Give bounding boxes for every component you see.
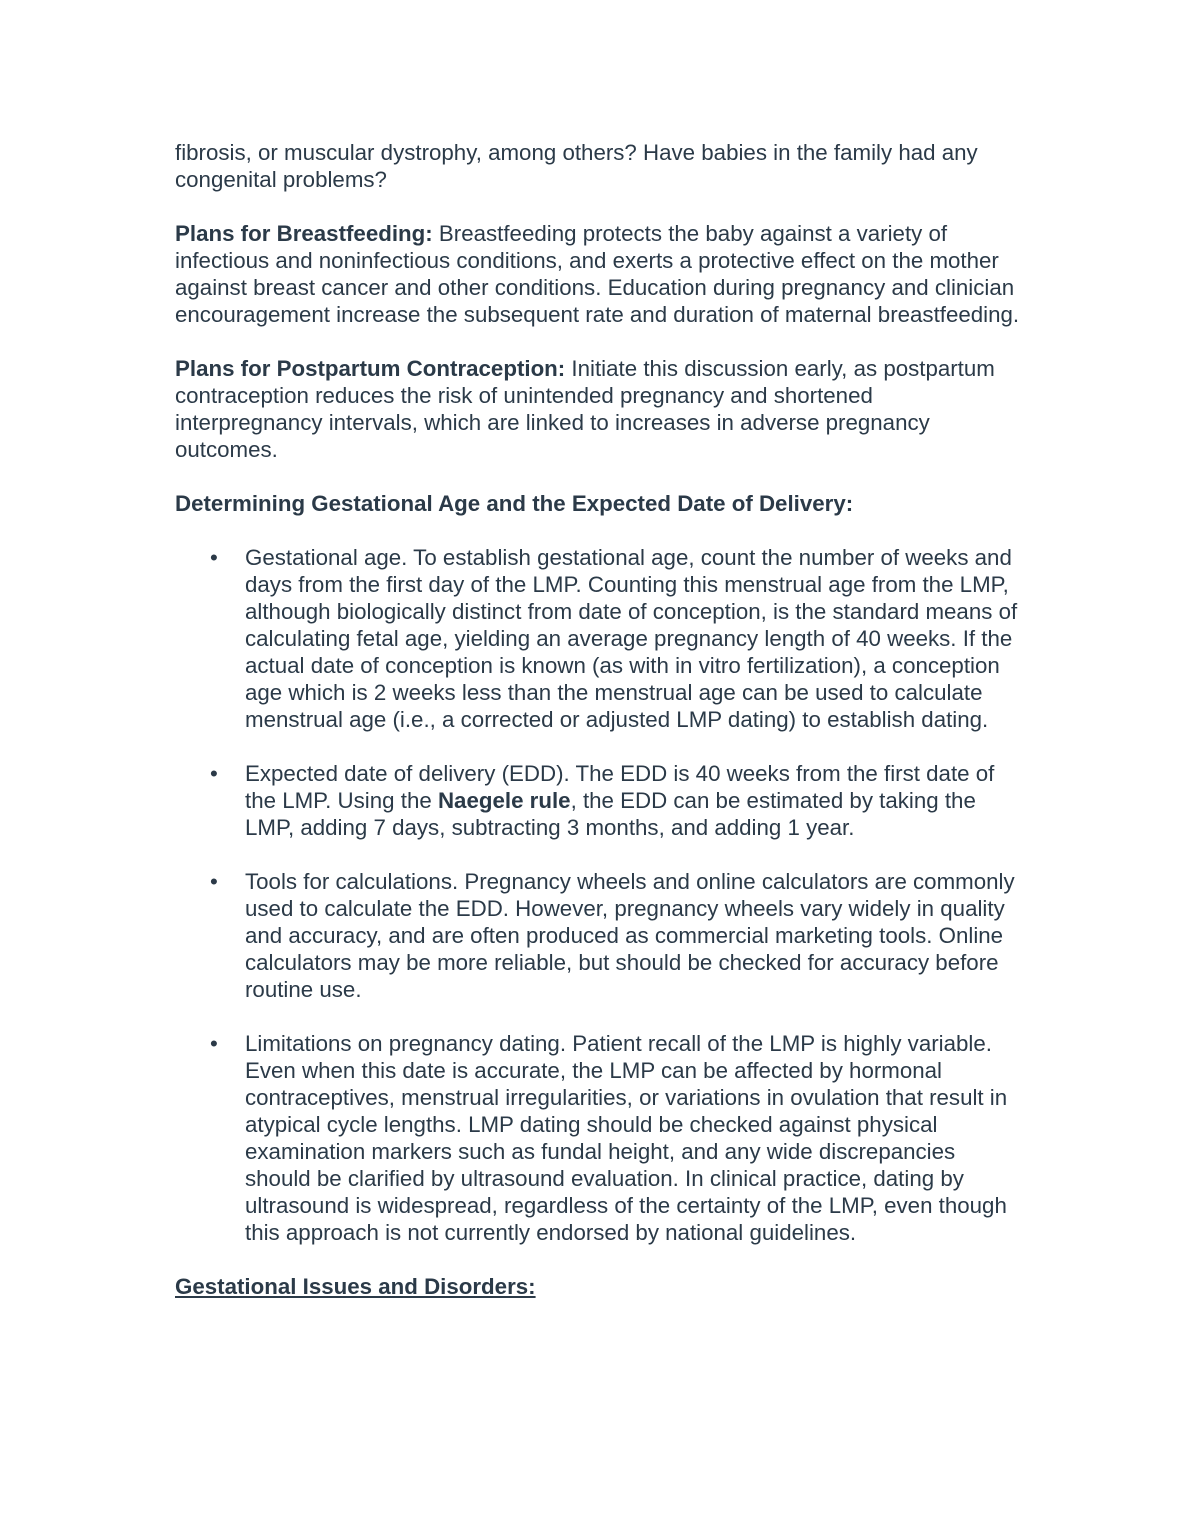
edd-text-before: Expected date of delivery (EDD). The EDD is 40 weeks from the first date of the LMP. Using the	[245, 761, 995, 813]
contraception-label: Plans for Postpartum Contraception:	[175, 356, 566, 381]
edd-text-after: , the EDD can be estimated by taking the LMP, adding 7 days, subtracting 3 months, and adding 1 year.	[245, 788, 976, 840]
gestational-age-heading: Determining Gestational Age and the Expected Date of Delivery:	[175, 491, 854, 516]
bullet-icon: •	[210, 869, 218, 894]
list-item-tools	[175, 868, 1020, 1003]
limitations-text: Limitations on pregnancy dating. Patient recall of the LMP is highly variable. Even when this date is accurate, the LMP can be affected by hormonal contraceptives, menstrual irregularities, or variations in ovulation that result in atypical cycle lengths. LMP dating should be checked against physical examination markers such as fundal height, and any wide discrepancies should be clarified by ultrasound evaluation. In clinical practice, dating by ultrasound is widespread, regardless of the certainty of the LMP, even though this approach is not currently endorsed by national guidelines.	[245, 1031, 1008, 1245]
bullet-icon: •	[210, 545, 218, 570]
document-page	[175, 139, 1020, 1300]
gestational-bullet-list	[175, 544, 1020, 1246]
tools-text: Tools for calculations. Pregnancy wheels and online calculators are commonly used to calculate the EDD. However, pregnancy wheels vary widely in quality and accuracy, and are often produced as commercial marketing tools. Online calculators may be more reliable, but should be checked for accuracy before routine use.	[245, 869, 1015, 1002]
contraception-paragraph	[175, 355, 1020, 463]
list-item-edd	[175, 760, 1020, 841]
contraception-text: Initiate this discussion early, as postpartum contraception reduces the risk of unintended pregnancy and shortened interpregnancy intervals, which are linked to increases in adverse pregnancy outcomes.	[175, 356, 995, 462]
breastfeeding-text: Breastfeeding protects the baby against a variety of infectious and noninfectious conditions, and exerts a protective effect on the mother against breast cancer and other conditions. Education during pregnancy and clinician encouragement increase the subsequent rate and duration of maternal breastfeeding.	[175, 221, 1020, 327]
gestational-issues-heading: Gestational Issues and Disorders:	[175, 1274, 536, 1299]
list-item-limitations	[175, 1030, 1020, 1246]
breastfeeding-label: Plans for Breastfeeding:	[175, 221, 433, 246]
intro-paragraph: fibrosis, or muscular dystrophy, among others? Have babies in the family had any congenital problems?	[175, 140, 978, 192]
list-item-gestational-age	[175, 544, 1020, 733]
bullet-icon: •	[210, 1031, 218, 1056]
naegele-rule-term: Naegele rule	[437, 788, 571, 813]
breastfeeding-paragraph	[175, 220, 1020, 328]
bullet-icon: •	[210, 761, 218, 786]
gestational-age-text: Gestational age. To establish gestational age, count the number of weeks and days from the first day of the LMP. Counting this menstrual age from the LMP, although biologically distinct from date of conception, is the standard means of calculating fetal age, yielding an average pregnancy length of 40 weeks. If the actual date of conception is known (as with in vitro fertilization), a conception age which is 2 weeks less than the menstrual age can be used to calculate menstrual age (i.e., a corrected or adjusted LMP dating) to establish dating.	[245, 545, 1018, 732]
